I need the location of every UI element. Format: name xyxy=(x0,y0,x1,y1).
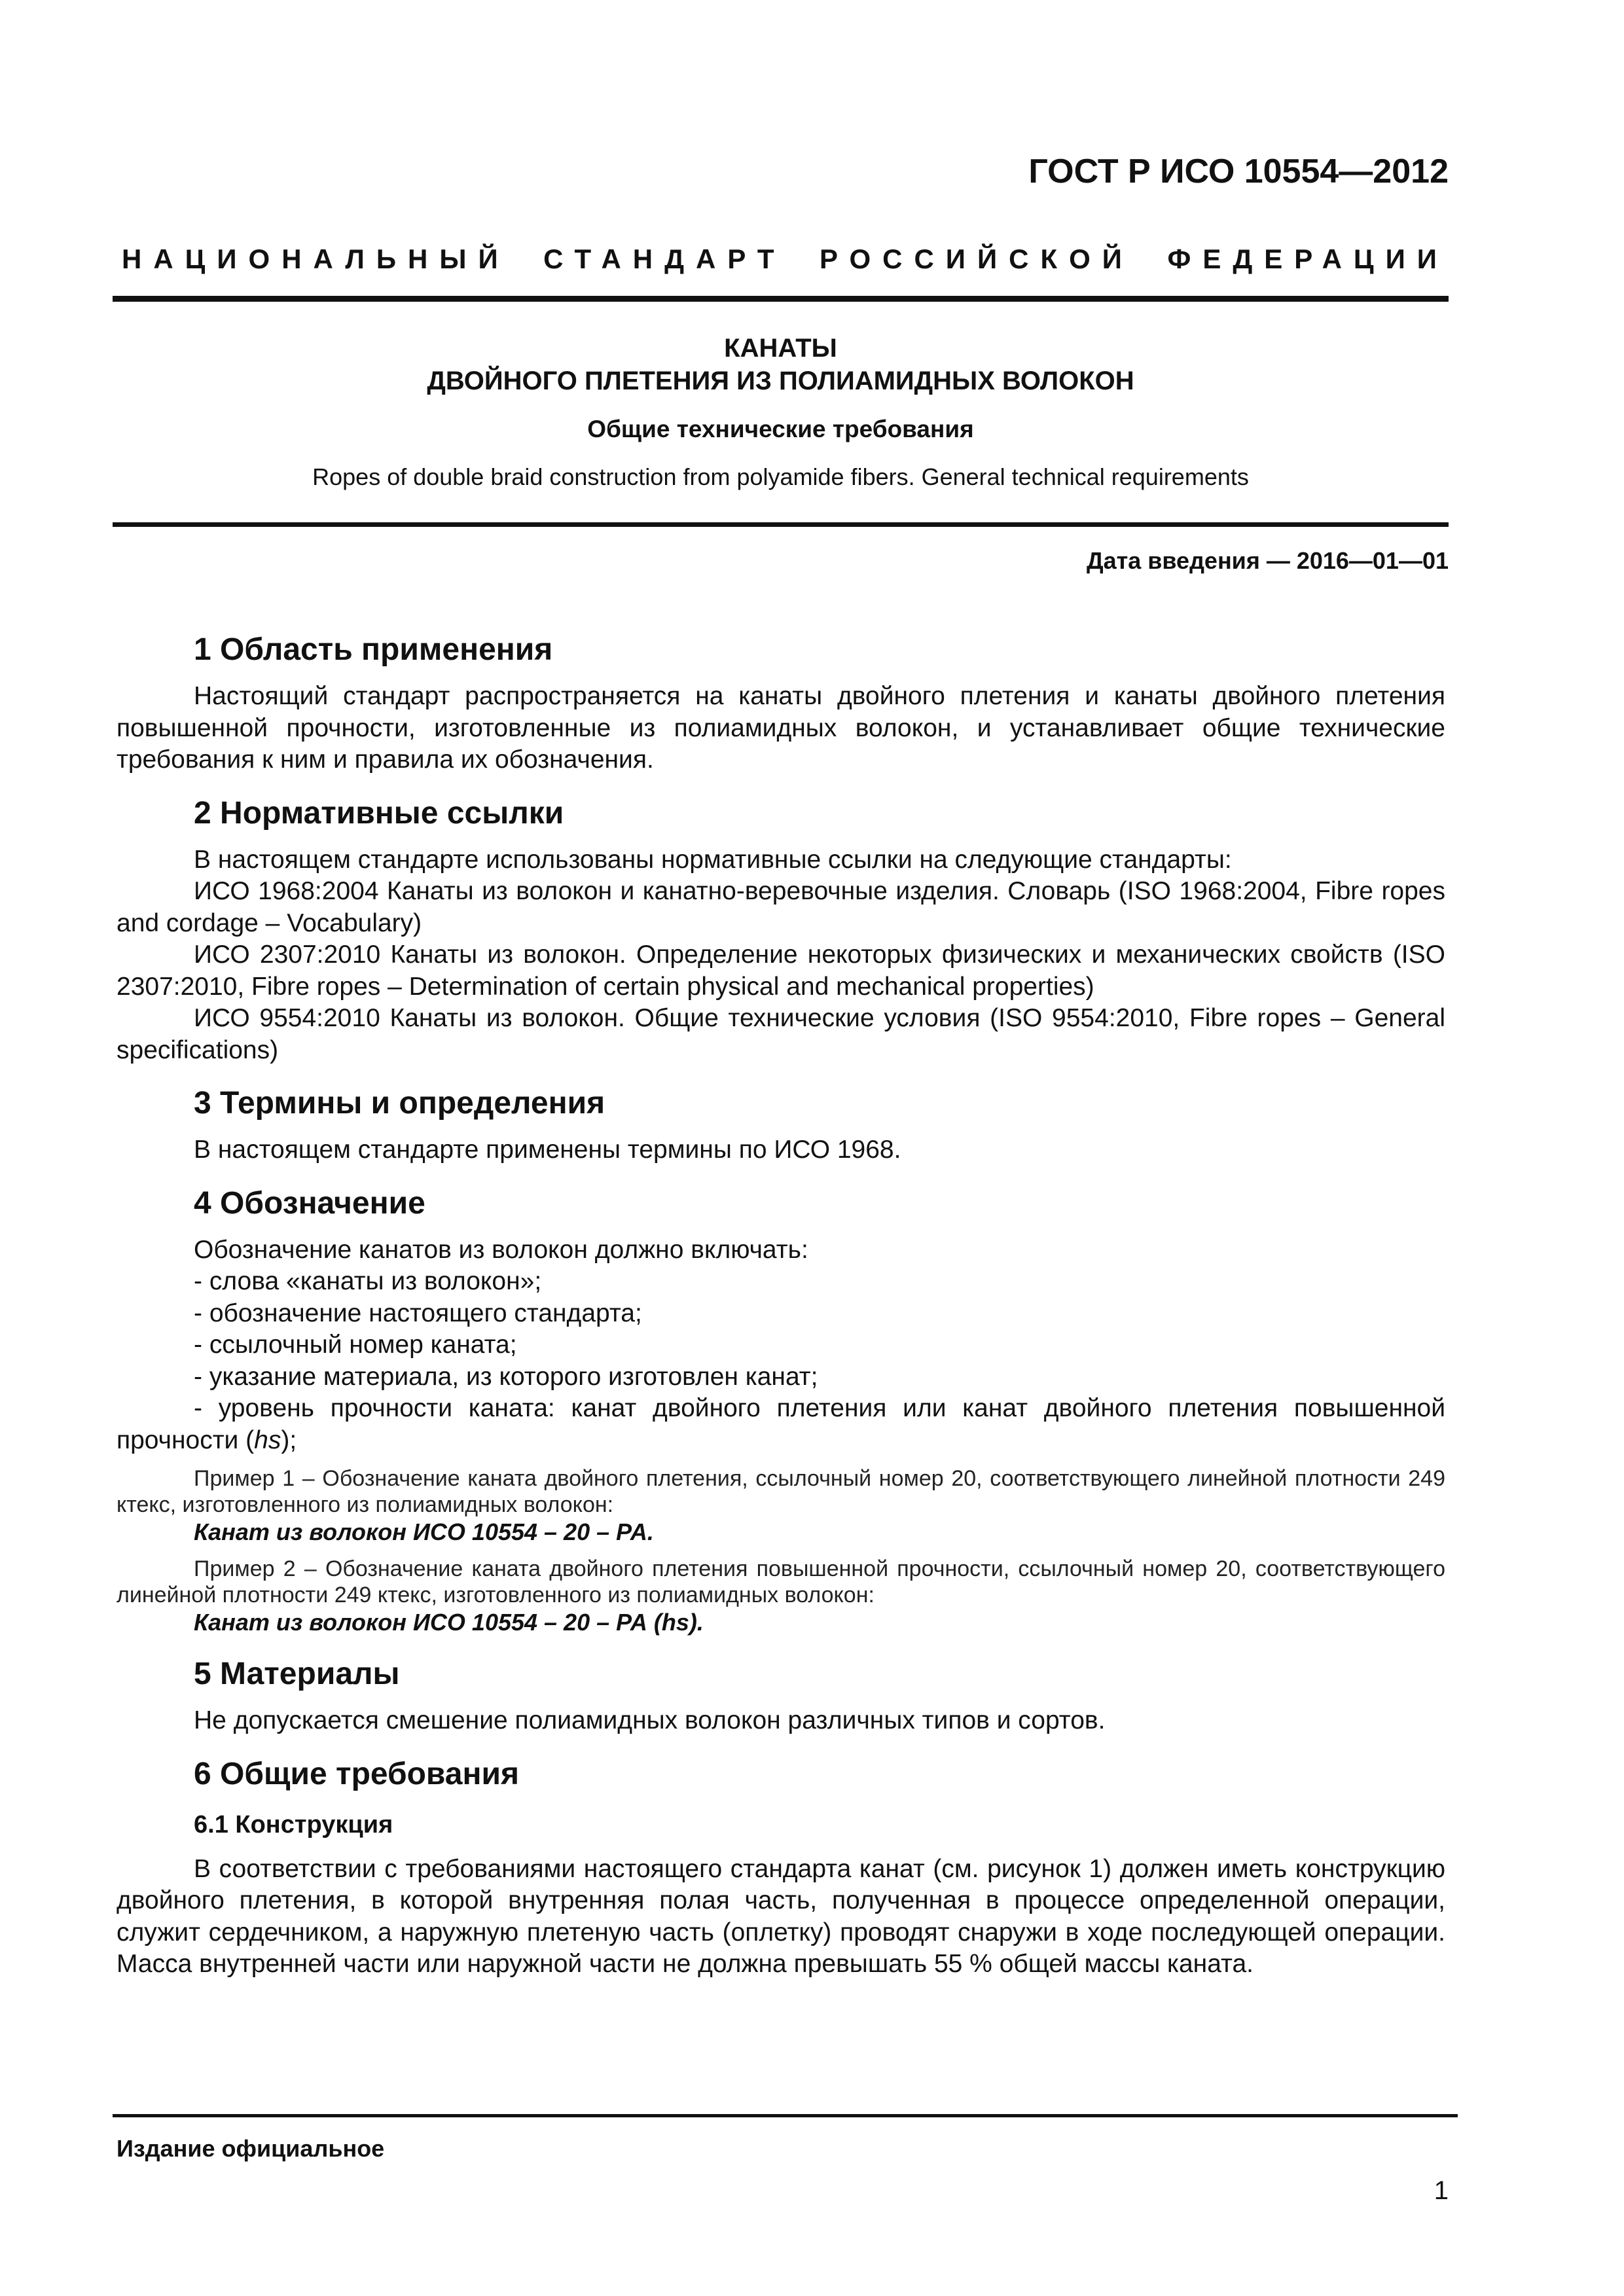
strength-item-text: - уровень прочности каната: канат двойного плетения или канат двойного плетения повышенной прочности ( xyxy=(117,1394,1445,1454)
section-2-intro: В настоящем стандарте использованы нормативные ссылки на следующие стандарты: xyxy=(194,845,1232,874)
section-2-heading: 2 Нормативные ссылки xyxy=(194,795,564,831)
section-6-1-heading: 6.1 Конструкция xyxy=(194,1810,393,1839)
strength-item-hs: hs xyxy=(254,1426,281,1454)
title-divider xyxy=(113,522,1449,527)
title-line-2: ДВОЙНОГО ПЛЕТЕНИЯ ИЗ ПОЛИАМИДНЫХ ВОЛОКОН xyxy=(427,367,1134,395)
designation-item-strength xyxy=(117,1393,1445,1456)
example-2-code: Канат из волокон ИСО 10554 – 20 – РА (hs). xyxy=(194,1609,704,1636)
standard-number: ГОСТ Р ИСО 10554—2012 xyxy=(1028,152,1449,190)
section-4-heading: 4 Обозначение xyxy=(194,1185,425,1221)
designation-item: - слова «канаты из волокон»; xyxy=(194,1267,542,1295)
section-1-heading: 1 Область применения xyxy=(194,632,553,667)
reference-iso-1968: ИСО 1968:2004 Канаты из волокон и канатно-веревочные изделия. Словарь (ISO 1968:2004, Fibre ropes and cordage – Vocabulary) xyxy=(117,877,1445,937)
designation-item: - ссылочный номер каната; xyxy=(194,1331,517,1359)
document-body xyxy=(117,628,1445,1981)
section-3-heading: 3 Термины и определения xyxy=(194,1086,605,1121)
example-1-code: Канат из волокон ИСО 10554 – 20 – РА. xyxy=(194,1518,654,1545)
title-line-1: КАНАТЫ xyxy=(724,334,837,363)
page-number: 1 xyxy=(1434,2176,1449,2205)
edition-label: Издание официальное xyxy=(117,2135,385,2162)
national-standard-banner: НАЦИОНАЛЬНЫЙ СТАНДАРТ РОССИЙСКОЙ ФЕДЕРАЦИИ xyxy=(122,243,1449,274)
reference-iso-9554: ИСО 9554:2010 Канаты из волокон. Общие технические условия (ISO 9554:2010, Fibre ropes – General specifications) xyxy=(117,1004,1445,1064)
section-5-text: Не допускается смешение полиамидных волокон различных типов и сортов. xyxy=(194,1706,1106,1734)
section-3-text: В настоящем стандарте применены термины по ИСО 1968. xyxy=(194,1136,901,1164)
footer-divider xyxy=(113,2114,1458,2117)
section-6-1-text: В соответствии с требованиями настоящего стандарта канат (см. рисунок 1) должен иметь конструкцию двойного плетения, в которой внутренняя полая часть, полученная в процессе определенной операции, служит сердечником, а наружную плетеную часть (оплетку) проводят снаружи в ходе последующей операции. Масса внутренней части или наружной части не должна превышать 55 % общей массы каната. xyxy=(117,1854,1445,1978)
section-5-heading: 5 Материалы xyxy=(194,1657,400,1691)
header-divider xyxy=(113,296,1449,302)
title-subtitle: Общие технические требования xyxy=(587,416,974,442)
introduction-date: Дата введения — 2016—01—01 xyxy=(1086,547,1449,574)
strength-item-end: ); xyxy=(281,1426,297,1454)
designation-item: - указание материала, из которого изготовлен канат; xyxy=(194,1362,818,1391)
section-1-text: Настоящий стандарт распространяется на канаты двойного плетения и канаты двойного плетения повышенной прочности, изготовленные из полиамидных волокон, и устанавливает общие технические требования к ним и правила их обозначения. xyxy=(117,682,1445,774)
reference-iso-2307: ИСО 2307:2010 Канаты из волокон. Определение некоторых физических и механических свойств (ISO 2307:2010, Fibre ropes – Determination of certain physical and mechanical properties) xyxy=(117,941,1445,1001)
designation-item: - обозначение настоящего стандарта; xyxy=(194,1299,642,1327)
example-2-text: Пример 2 – Обозначение каната двойного плетения повышенной прочности, ссылочный номер 20, соответствующего линейной плотности 249 ктекс, изготовленного из полиамидных волокон: xyxy=(117,1556,1445,1607)
section-4-intro: Обозначение канатов из волокон должно включать: xyxy=(194,1235,808,1264)
section-6-heading: 6 Общие требования xyxy=(194,1756,519,1791)
example-1-text: Пример 1 – Обозначение каната двойного плетения, ссылочный номер 20, соответствующего линейной плотности 249 ктекс, изготовленного из полиамидных волокон: xyxy=(117,1466,1445,1517)
title-english: Ropes of double braid construction from polyamide fibers. General technical requirements xyxy=(312,463,1249,490)
